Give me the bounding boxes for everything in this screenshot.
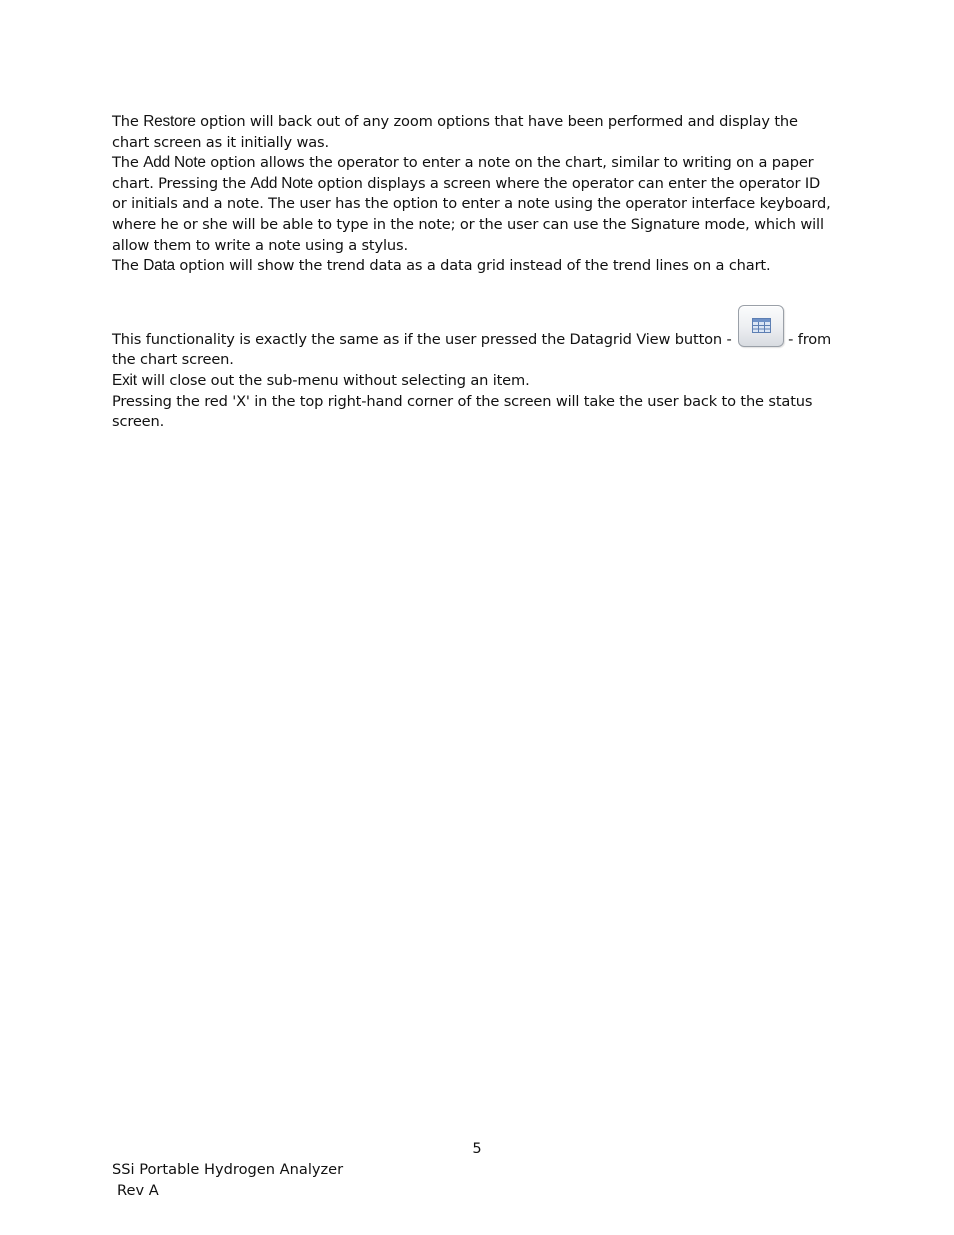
- keyword-add-note-2: Add Note: [250, 174, 313, 192]
- body-text: [112, 112, 837, 433]
- keyword-add-note: Add Note: [143, 154, 206, 172]
- paragraph-datagrid: This functionality is exactly the same as if the user pressed the Datagrid View button - - from the chart screen.: [112, 305, 837, 371]
- footer-doc-title: SSi Portable Hydrogen Analyzer: [112, 1161, 344, 1178]
- paragraph-red-x: Pressing the red 'X' in the top right-hand corner of the screen will take the user back to the status screen.: [112, 392, 813, 431]
- footer-revision: Rev A: [117, 1181, 159, 1199]
- paragraph-exit: Exit will close out the sub-menu without selecting an item.: [112, 371, 530, 389]
- paragraph-gap: [112, 277, 837, 305]
- datagrid-view-button: [738, 305, 784, 347]
- page-number: 5: [472, 1140, 482, 1157]
- paragraph-restore: The Restore option will back out of any zoom options that have been performed and display the chart screen as it initially was.: [112, 113, 798, 151]
- page-footer: [112, 1160, 343, 1201]
- keyword-data: Data: [143, 257, 175, 275]
- paragraph-data: The Data option will show the trend data as a data grid instead of the trend lines on a chart.: [112, 257, 771, 275]
- paragraph-add-note: The Add Note option allows the operator to enter a note on the chart, similar to writing on a paper chart. Pressing the Add Note option displays a screen where the operator can enter the operator ID or initials and a note. The user has the option to enter a note using the operator interface keyboard, where he or she will be able to type in the note; or the user can use the Signature mode, which will allow them to write a note using a stylus.: [112, 154, 831, 254]
- keyword-exit: Exit: [112, 371, 137, 389]
- keyword-restore: Restore: [143, 113, 196, 130]
- datagrid-view-icon: [752, 318, 771, 333]
